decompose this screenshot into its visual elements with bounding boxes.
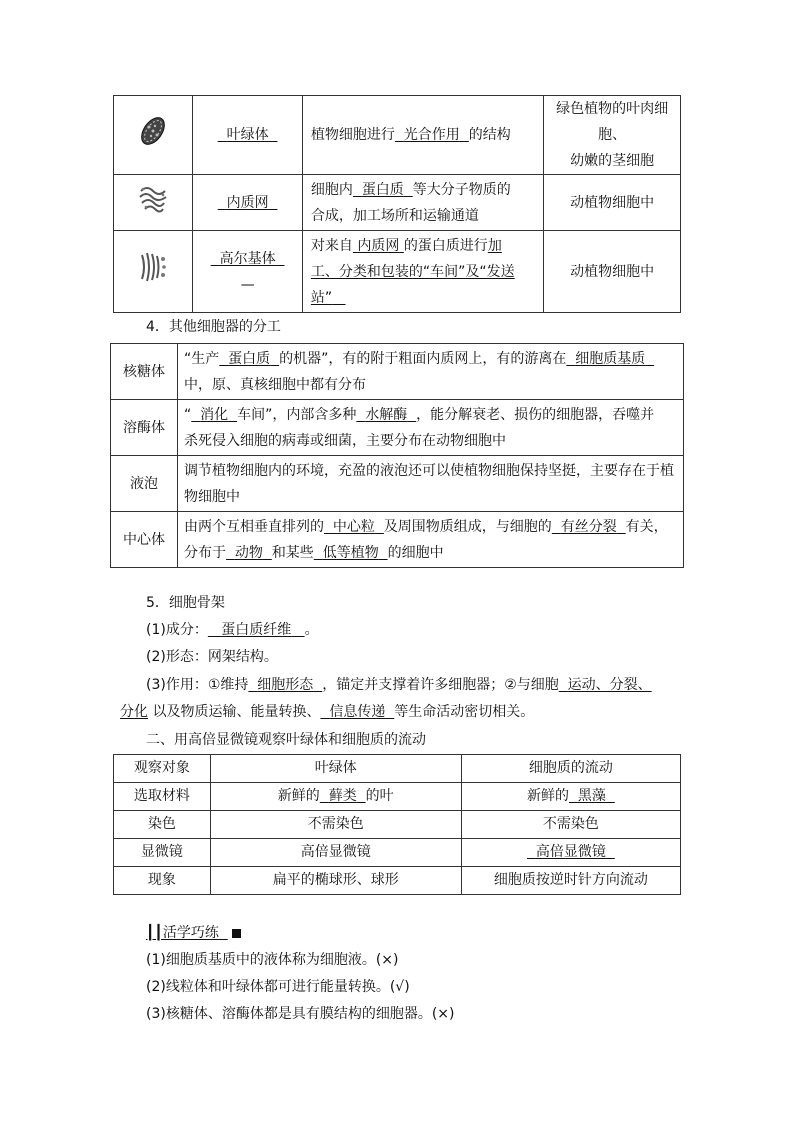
chloroplast-icon [136, 114, 170, 148]
table-row: 现象 扁平的椭球形、球形 细胞质按逆时针方向流动 [114, 867, 681, 895]
golgi-image [114, 231, 193, 313]
organelle-description: 植物细胞进行 光合作用 的结构 [302, 96, 543, 175]
organelle-description: 对来自 内质网 的蛋白质进行加 工、分类和包装的“车间”及“发送 站” [302, 231, 543, 313]
organelle-table-1 [113, 95, 681, 313]
paragraph: (3)作用：①维持 细胞形态 ，锚定并支撑着许多细胞器；②与细胞 运动、分裂、 [146, 677, 652, 693]
organelle-location: 绿色植物的叶肉细胞、 幼嫩的茎细胞 [544, 96, 681, 175]
row-label: 液泡 [111, 456, 178, 512]
table-row [111, 344, 684, 400]
er-name: 内质网 [226, 194, 269, 211]
row-text: “生产 蛋白质 的机器”，有的附于粗面内质网上，有的游离在 细胞质基质 中，原、真核细胞中都有分布 [178, 344, 684, 400]
section-4-title: 4．其他细胞器的分工 [146, 319, 281, 335]
observation-table [113, 754, 681, 895]
row-text: 调节植物细胞内的环境，充盈的液泡还可以使植物细胞保持坚挺，主要存在于植 物细胞中 [178, 456, 684, 512]
list-item: (3)核糖体、溶酶体都是具有膜结构的细胞器。(×) [146, 1006, 455, 1022]
list-item: (1)细胞质基质中的液体称为细胞液。(×) [146, 952, 399, 968]
row-label: 中心体 [111, 512, 178, 568]
golgi-apparatus-icon [136, 247, 170, 287]
list-item: (2)线粒体和叶绿体都可进行能量转换。(√) [146, 979, 410, 995]
row-label: 溶酶体 [111, 400, 178, 456]
practice-title: ┃┃活学巧练 [146, 922, 241, 942]
organelle-description: 细胞内 蛋白质 等大分子物质的 合成，加工场所和运输通道 [302, 175, 543, 231]
section-5-title: 5．细胞骨架 [146, 595, 225, 611]
chloroplast-image [114, 96, 193, 175]
table-row: 选取材料 新鲜的 藓类 的叶 新鲜的 黑藻 [114, 783, 681, 811]
table-row [111, 400, 684, 456]
square-mark-icon [232, 929, 241, 938]
endoplasmic-reticulum-icon [136, 181, 170, 215]
section-2-title: 二、用高倍显微镜观察叶绿体和细胞质的流动 [146, 732, 426, 748]
table-row [114, 231, 681, 313]
organelle-location: 动植物细胞中 [544, 175, 681, 231]
organelle-name: 高尔基体 — [193, 231, 303, 313]
row-text: “ 消化 车间”，内部含多种 水解酶 ，能分解衰老、损伤的细胞器，吞噬并 杀死侵入细胞的病毒或细菌，主要分布在动物细胞中 [178, 400, 684, 456]
organelle-name [193, 175, 303, 231]
table-row [111, 456, 684, 512]
table-row: 显微镜 高倍显微镜 高倍显微镜 [114, 839, 681, 867]
paragraph: (1)成分： 蛋白质纤维 。 [146, 622, 319, 638]
table-row [114, 175, 681, 231]
table-header-row: 观察对象 叶绿体 细胞质的流动 [114, 755, 681, 783]
er-image [114, 175, 193, 231]
row-text: 由两个互相垂直排列的 中心粒 及周围物质组成，与细胞的 有丝分裂 有关， 分布于 动物 和某些 低等植物 的细胞中 [178, 512, 684, 568]
paragraph: 分化 以及物质运输、能量转换、 信息传递 等生命活动密切相关。 [120, 704, 535, 720]
paragraph: (2)形态：网架结构。 [146, 649, 278, 665]
organelle-location: 动植物细胞中 [544, 231, 681, 313]
table-row: 染色 不需染色 不需染色 [114, 811, 681, 839]
row-label: 核糖体 [111, 344, 178, 400]
chloroplast-name: 叶绿体 [226, 127, 269, 143]
table-row [111, 512, 684, 568]
organelle-name [193, 96, 303, 175]
table-row [114, 96, 681, 175]
organelle-table-2 [110, 343, 684, 568]
